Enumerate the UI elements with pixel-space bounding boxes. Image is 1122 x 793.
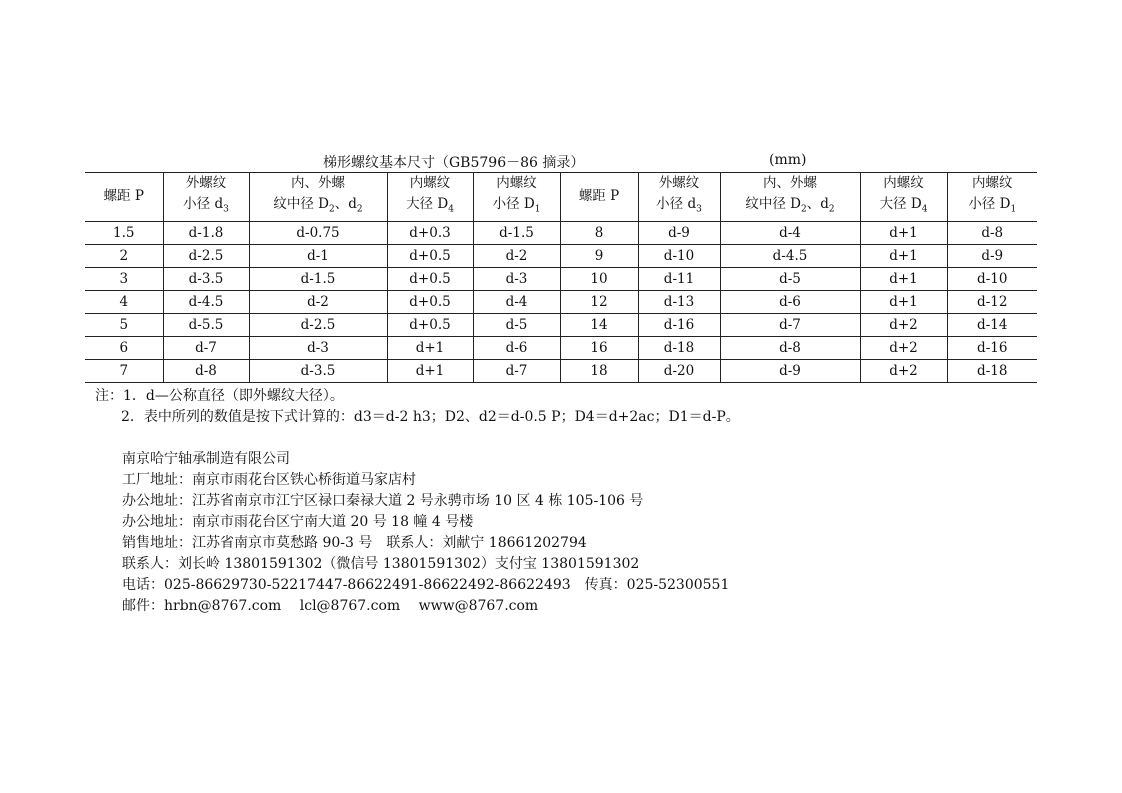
header-external-minor-right: 外螺纹 小径 $d_3$	[638, 173, 720, 222]
sales-address: 销售地址：江苏省南京市莫愁路 90-3 号 联系人：刘献宁 18661202794	[122, 535, 587, 551]
table-cell: 12	[560, 291, 638, 314]
table-cell: d-12	[947, 291, 1037, 314]
header-internal-minor-right: 内螺纹 小径 $D_1$	[947, 173, 1037, 222]
table-cell: d-4	[473, 291, 560, 314]
table-cell: d-7	[720, 314, 860, 337]
table-cell: d+0.5	[387, 245, 473, 268]
table-cell: d-2.5	[249, 314, 387, 337]
table-cell: d+0.3	[387, 222, 473, 245]
table-row	[85, 268, 1037, 291]
table-row	[85, 360, 1037, 383]
table-notes	[95, 386, 740, 428]
table-cell: d-20	[638, 360, 720, 383]
table-row	[85, 337, 1037, 360]
table-header-row	[85, 173, 1037, 222]
company-info	[122, 449, 729, 617]
table-cell: 8	[560, 222, 638, 245]
table-row	[85, 245, 1037, 268]
table-cell: d-0.75	[249, 222, 387, 245]
table-cell: 5	[85, 314, 163, 337]
table-cell: d-5	[720, 268, 860, 291]
table-cell: d-1.8	[163, 222, 249, 245]
thread-dimension-table	[85, 172, 1037, 383]
table-cell: d-7	[163, 337, 249, 360]
phone-fax: 电话：025-86629730-52217447-86622491-86622492-86622493 传真：025-52300551	[122, 577, 730, 593]
table-cell: d+1	[860, 291, 947, 314]
unit-label: (mm)	[769, 152, 807, 168]
table-cell: d+0.5	[387, 314, 473, 337]
table-cell: d-7	[473, 360, 560, 383]
table-cell: d+0.5	[387, 291, 473, 314]
header-pitch-left: 螺距 P	[85, 173, 163, 222]
table-cell: d-6	[720, 291, 860, 314]
table-cell: d+2	[860, 337, 947, 360]
factory-address: 工厂地址：南京市雨花台区铁心桥街道马家店村	[122, 472, 416, 488]
table-cell: d-3	[473, 268, 560, 291]
table-cell: d+1	[860, 268, 947, 291]
table-cell: d-16	[947, 337, 1037, 360]
table-cell: d-10	[638, 245, 720, 268]
table-cell: 9	[560, 245, 638, 268]
table-cell: d-2	[473, 245, 560, 268]
table-cell: d-8	[720, 337, 860, 360]
table-cell: 7	[85, 360, 163, 383]
table-row	[85, 222, 1037, 245]
table-cell: d-8	[163, 360, 249, 383]
table-row	[85, 291, 1037, 314]
table-cell: d-1.5	[249, 268, 387, 291]
table-cell: d+1	[860, 222, 947, 245]
table-cell: d-8	[947, 222, 1037, 245]
table-cell: d-4.5	[720, 245, 860, 268]
table-title: 梯形螺纹基本尺寸（GB5796－86 摘录）	[323, 155, 585, 171]
table-cell: d-10	[947, 268, 1037, 291]
table-cell: d-3.5	[163, 268, 249, 291]
header-internal-major-right: 内螺纹 大径 $D_4$	[860, 173, 947, 222]
table-cell: 4	[85, 291, 163, 314]
table-cell: d-9	[720, 360, 860, 383]
office-address-1: 办公地址：江苏省南京市江宁区禄口秦禄大道 2 号永骋市场 10 区 4 栋 105-106 号	[122, 493, 644, 509]
header-internal-major-left: 内螺纹 大径 $D_4$	[387, 173, 473, 222]
table-cell: d-6	[473, 337, 560, 360]
table-cell: d-18	[947, 360, 1037, 383]
note-1: 注：1．d—公称直径（即外螺纹大径）。	[95, 388, 344, 404]
table-cell: d-4.5	[163, 291, 249, 314]
table-row	[85, 314, 1037, 337]
table-cell: d-11	[638, 268, 720, 291]
table-cell: d-3.5	[249, 360, 387, 383]
header-pitch-right: 螺距 P	[560, 173, 638, 222]
table-cell: d-5	[473, 314, 560, 337]
table-cell: d-2.5	[163, 245, 249, 268]
header-external-minor-left: 外螺纹 小径 $d_3$	[163, 173, 249, 222]
table-cell: 18	[560, 360, 638, 383]
table-cell: d+2	[860, 360, 947, 383]
table-cell: d+2	[860, 314, 947, 337]
table-cell: d+1	[387, 360, 473, 383]
table-cell: 16	[560, 337, 638, 360]
table-title-row	[85, 152, 1037, 170]
header-pitch-diameter-right: 内、外螺 纹中径 $D_2$、$d_2$	[720, 173, 860, 222]
table-cell: d-16	[638, 314, 720, 337]
table-cell: d-13	[638, 291, 720, 314]
table-cell: d-14	[947, 314, 1037, 337]
email-info: 邮件：hrbn@8767.com lcl@8767.com www@8767.com	[122, 598, 539, 614]
table-cell: d-2	[249, 291, 387, 314]
table-cell: 6	[85, 337, 163, 360]
table-cell: d+1	[860, 245, 947, 268]
table-cell: d-18	[638, 337, 720, 360]
table-cell: 3	[85, 268, 163, 291]
office-address-2: 办公地址：南京市雨花台区宁南大道 20 号 18 幢 4 号楼	[122, 514, 474, 530]
table-cell: 14	[560, 314, 638, 337]
table-cell: d+0.5	[387, 268, 473, 291]
table-cell: d-1.5	[473, 222, 560, 245]
contact-info: 联系人：刘长岭 13801591302（微信号 13801591302）支付宝 13801591302	[122, 556, 640, 572]
table-cell: d-9	[638, 222, 720, 245]
table-cell: 10	[560, 268, 638, 291]
company-name: 南京哈宁轴承制造有限公司	[122, 451, 290, 467]
header-internal-minor-left: 内螺纹 小径 $D_1$	[473, 173, 560, 222]
table-cell: d-1	[249, 245, 387, 268]
table-cell: 1.5	[85, 222, 163, 245]
table-cell: d-5.5	[163, 314, 249, 337]
table-cell: d-3	[249, 337, 387, 360]
table-cell: 2	[85, 245, 163, 268]
table-cell: d-9	[947, 245, 1037, 268]
table-cell: d+1	[387, 337, 473, 360]
header-pitch-diameter-left: 内、外螺 纹中径 $D_2$、$d_2$	[249, 173, 387, 222]
table-cell: d-4	[720, 222, 860, 245]
note-2: 2．表中所列的数值是按下式计算的：d3＝d-2 h3；D2、d2＝d-0.5 P；D4＝d+2ac；D1＝d-P。	[121, 409, 740, 425]
